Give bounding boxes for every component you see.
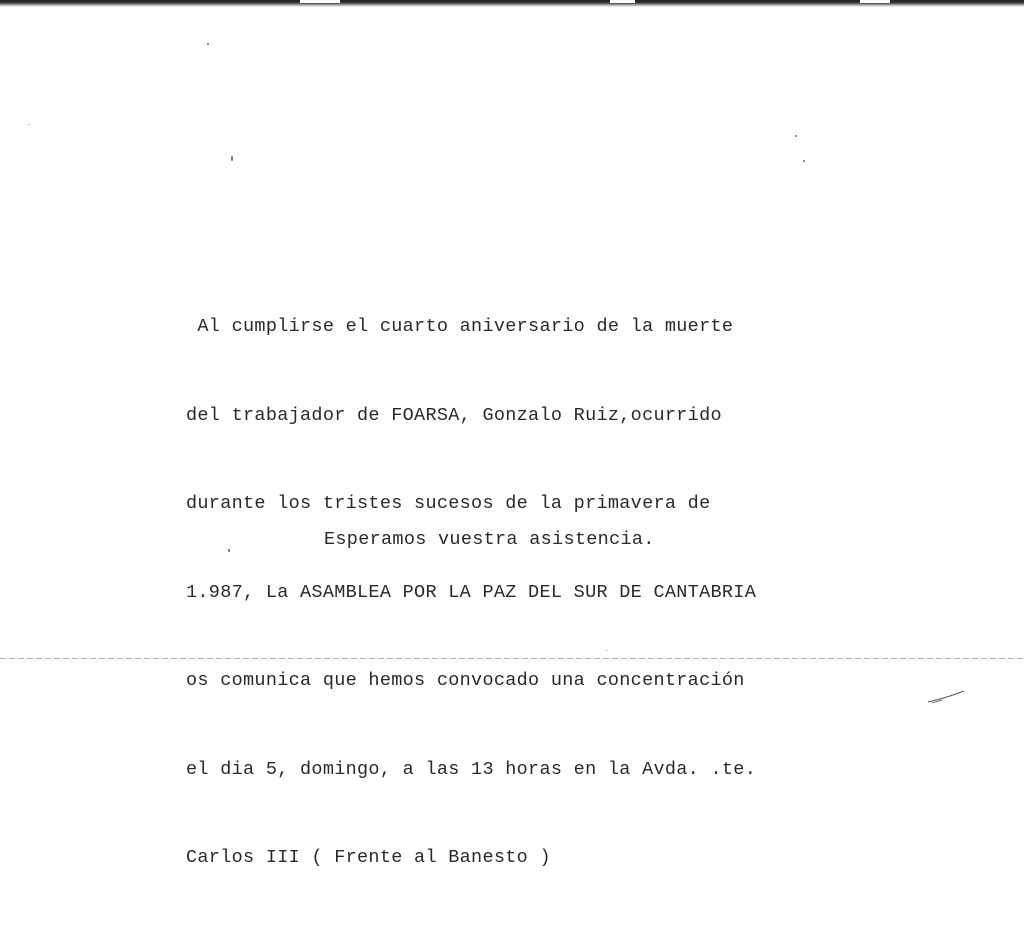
letter-body: [186, 253, 846, 932]
letter-closing: Esperamos vuestra asistencia.: [324, 529, 655, 550]
pencil-mark: [926, 690, 966, 704]
letter-line: el dia 5, domingo, a las 13 horas en la Avda. .te.: [186, 758, 757, 780]
letter-line: os comunica que hemos convocado una concentración: [186, 670, 745, 691]
paper-speck: [207, 43, 209, 45]
paper-edge-nick: [300, 0, 340, 3]
paper-speck: [231, 156, 233, 161]
letter-line: del trabajador de FOARSA, Gonzalo Ruiz,ocurrido: [186, 404, 722, 426]
letter-line: 1.987, La ASAMBLEA POR LA PAZ DEL SUR DE CANTABRIA: [186, 581, 757, 603]
letter-line: Carlos III ( Frente al Banesto ): [186, 847, 551, 868]
letter-line: durante los tristes sucesos de la primavera de: [186, 493, 711, 514]
paper-speck: [795, 135, 797, 137]
paper-edge-nick: [610, 0, 635, 3]
paper-speck: [803, 160, 805, 162]
paper-speck: [28, 124, 29, 125]
letter-line: Al cumplirse el cuarto aniversario de la muerte: [186, 316, 734, 337]
paper-edge-nick: [860, 0, 890, 3]
